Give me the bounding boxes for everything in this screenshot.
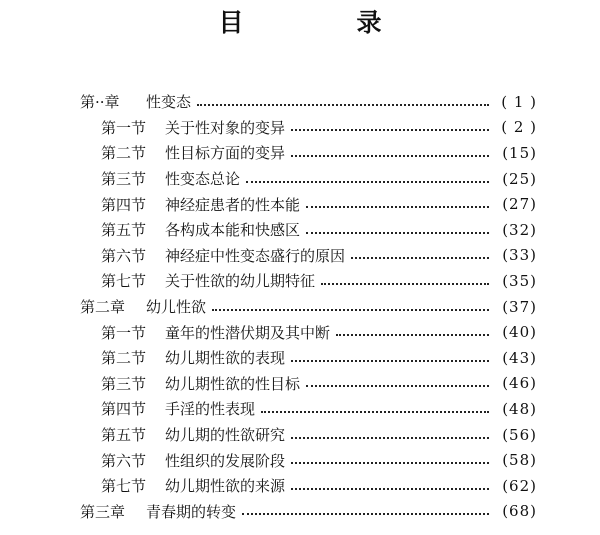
toc-section-1-6[interactable] [0,243,600,269]
dot-leader [291,437,489,439]
toc-page-number: (40) [502,323,537,342]
toc-label: 性组织的发展阶段 [165,451,286,470]
toc-page-number: (62) [502,476,537,495]
toc-section-1-5[interactable] [0,217,600,243]
toc-number: 第七节 [101,272,147,291]
toc-label: 童年的性潜伏期及其中断 [165,323,331,342]
dot-leader [246,181,489,183]
toc-label: 幼儿期的性欲研究 [165,426,286,445]
dot-leader [336,334,489,336]
dot-leader [291,462,489,464]
toc-section-2-6[interactable] [0,447,600,473]
toc-page-number: (37) [502,297,537,316]
toc-number: 第二节 [101,349,147,368]
toc-section-1-1[interactable] [0,115,600,141]
toc-page-number: (25) [502,169,537,188]
toc-page-number: (43) [502,348,537,367]
toc-label: 各构成本能和快感区 [165,221,301,240]
toc-page-number: (48) [502,399,537,418]
table-of-contents [0,89,600,524]
toc-number: 第四节 [101,195,147,214]
toc-label: 青春期的转变 [146,502,237,521]
dot-leader [212,309,489,311]
dot-leader [306,385,489,387]
toc-label: 性变态总论 [165,170,241,189]
toc-chapter-2[interactable] [0,294,600,320]
toc-page-number: (27) [502,195,537,214]
toc-label: 幼儿期性欲的来源 [165,477,286,496]
dot-leader [321,283,489,285]
dot-leader [306,206,489,208]
toc-section-2-5[interactable] [0,422,600,448]
dot-leader [242,513,489,515]
toc-page-number: (35) [502,271,537,290]
toc-page-number: (56) [502,425,537,444]
toc-label: 手淫的性表现 [165,400,256,419]
toc-section-1-3[interactable] [0,166,600,192]
toc-label: 性变态 [146,93,192,112]
toc-label: 关于性欲的幼儿期特征 [165,272,316,291]
toc-label: 幼儿期性欲的表现 [165,349,286,368]
toc-number: 第五节 [101,426,147,445]
toc-section-2-3[interactable] [0,371,600,397]
toc-label: 神经症患者的性本能 [165,195,301,214]
toc-number: 第三节 [101,170,147,189]
toc-page-number: ( 2 ) [501,118,537,137]
toc-page-number: (15) [502,143,537,162]
toc-number: 第四节 [101,400,147,419]
toc-number: 第三章 [80,502,126,521]
toc-label: 性目标方面的变异 [165,144,286,163]
page-title: 目 录 [218,8,426,37]
toc-page-number: (32) [502,220,537,239]
toc-number: 第一节 [101,118,147,137]
dot-leader [291,488,489,490]
toc-section-1-4[interactable] [0,191,600,217]
dot-leader [291,129,489,131]
toc-chapter-1[interactable] [0,89,600,115]
toc-number: 第二节 [101,144,147,163]
dot-leader [261,411,489,413]
toc-number: 第六节 [101,451,147,470]
toc-section-2-2[interactable] [0,345,600,371]
dot-leader [197,104,489,106]
toc-label: 神经症中性变态盛行的原因 [165,246,346,265]
dot-leader [351,257,489,259]
toc-number: 第五节 [101,221,147,240]
toc-section-2-4[interactable] [0,396,600,422]
dot-leader [306,232,489,234]
toc-section-2-1[interactable] [0,319,600,345]
toc-page-number: (33) [502,246,537,265]
toc-section-1-7[interactable] [0,268,600,294]
toc-number: 第一节 [101,323,147,342]
toc-number: 第三节 [101,374,147,393]
dot-leader [291,155,489,157]
toc-section-2-7[interactable] [0,473,600,499]
toc-label: 关于性对象的变异 [165,118,286,137]
toc-section-1-2[interactable] [0,140,600,166]
toc-page-number: ( 1 ) [501,92,537,111]
toc-number: 第七节 [101,477,147,496]
toc-label: 幼儿性欲 [146,298,207,317]
toc-number: 第··章 [80,93,120,112]
toc-label: 幼儿期性欲的性目标 [165,374,301,393]
toc-number: 第六节 [101,246,147,265]
toc-chapter-3[interactable] [0,499,600,525]
toc-page-number: (46) [502,374,537,393]
toc-page-number: (58) [502,451,537,470]
dot-leader [291,360,489,362]
toc-page-number: (68) [502,502,537,521]
toc-number: 第二章 [80,298,126,317]
